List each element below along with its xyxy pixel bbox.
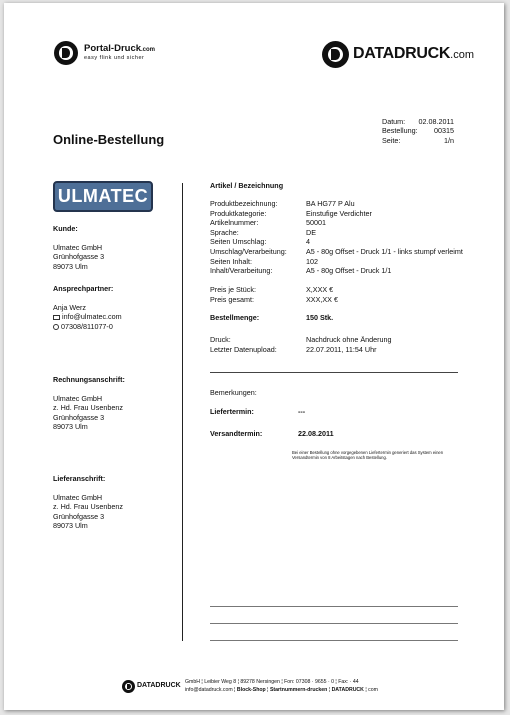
address-line: z. Hd. Frau Usenbenz [53, 502, 123, 512]
lieferanschrift-section [53, 474, 178, 531]
detail-row: Seiten Umschlag: 4 [210, 237, 310, 247]
address-line: 89073 Ulm [53, 521, 88, 531]
detail-row: Seiten Inhalt: 102 [210, 256, 318, 266]
detail-row: Produktkategorie: Einstufige Verdichter [210, 208, 372, 218]
ruled-line [210, 623, 458, 624]
ruled-line [210, 640, 458, 641]
portal-logo-name: Portal-Druck [84, 43, 142, 54]
detail-row: Umschlag/Verarbeitung: A5 - 80g Offset - Druck 1/1 - links stumpf verleimt [210, 247, 463, 256]
quantity-row: Bestellmenge: 150 Stk. [210, 313, 334, 322]
info-row: Seite: 1/n [382, 135, 454, 145]
envelope-icon [53, 315, 60, 320]
order-info [382, 117, 454, 145]
print-row: Letzter Datenupload: 22.07.2011, 11:54 Uhr [210, 344, 377, 354]
datadruck-logo [322, 41, 474, 69]
datadruck-logo-icon [322, 41, 349, 68]
customer-logo: ULMATEC [53, 181, 153, 212]
address-line: Grünhofgasse 3 [53, 511, 105, 521]
footer [122, 678, 462, 698]
portal-druck-logo [54, 41, 154, 69]
lieferanschrift-heading: Lieferanschrift: [53, 474, 106, 483]
footer-line2: info@datadruck.com ¦ Block-Shop ¦ Startnummern-drucken ¦ DATADRUCK ¦ com [185, 687, 378, 693]
address-line: 89073 Ulm [53, 261, 88, 271]
footer-logo: DATADRUCK [137, 682, 181, 689]
address-line: Ulmatec GmbH [53, 393, 103, 403]
detail-row: Produktbezeichnung: BA HG77 P Alu [210, 199, 355, 208]
section-divider [210, 372, 458, 373]
column-divider [182, 183, 183, 641]
rechnungsanschrift-heading: Rechnungsanschrift: [53, 375, 125, 384]
bemerkungen-label: Bemerkungen: [210, 388, 257, 397]
delivery-note: Bei einer Bestellung ohne vorgegebenen Liefertermin generiert das System einen Versandtermin von 8 Arbeitstagen nach Bestellung. [292, 450, 444, 461]
address-line: Grünhofgasse 3 [53, 412, 105, 422]
price-row: Preis je Stück: X,XXX € [210, 285, 334, 294]
contact-name: Anja Werz [53, 302, 87, 312]
portal-druck-logo-icon [54, 41, 78, 65]
detail-row: Artikelnummer: 50001 [210, 218, 326, 228]
datadruck-footer-icon [122, 680, 135, 693]
liefertermin-row: Liefertermin: --- [210, 407, 306, 416]
page-title: Online-Bestellung [53, 132, 165, 147]
address-line: z. Hd. Frau Usenbenz [53, 403, 123, 413]
detail-row: Sprache: DE [210, 227, 316, 237]
address-line: Ulmatec GmbH [53, 492, 103, 502]
kunde-heading: Kunde: [53, 224, 78, 233]
datadruck-logo-name: DATADRUCK [353, 45, 451, 62]
contact-phone: 07308/811077-0 [61, 321, 113, 331]
rechnungsanschrift-section [53, 375, 178, 432]
portal-tagline: easy flink und sicher [84, 55, 145, 61]
print-row: Druck: Nachdruck ohne Änderung [210, 335, 392, 344]
footer-line1: GmbH ¦ Leibier Weg 8 ¦ 89278 Nersingen ¦ Fon: 07308 · 9655 · 0 ¦ Fax: · 44 [185, 679, 359, 685]
contact-email[interactable]: info@ulmatec.com [62, 312, 122, 322]
ansprechpartner-heading: Ansprechpartner: [53, 284, 114, 293]
kunde-section [53, 224, 178, 271]
datadruck-logo-suffix: .com [450, 49, 474, 61]
address-line: Grünhofgasse 3 [53, 252, 105, 262]
price-row: Preis gesamt: XXX,XX € [210, 294, 338, 304]
info-row: Bestellung: 00315 [382, 126, 454, 136]
versandtermin-row: Versandtermin: 22.08.2011 [210, 429, 334, 438]
ansprechpartner-section [53, 284, 178, 331]
portal-logo-suffix: .com [141, 47, 156, 53]
detail-row: Inhalt/Verarbeitung: A5 - 80g Offset - Druck 1/1 [210, 266, 392, 276]
info-row: Datum: 02.08.2011 [382, 117, 454, 126]
address-line: Ulmatec GmbH [53, 242, 103, 252]
document-page [4, 3, 504, 710]
ruled-line [210, 606, 458, 607]
artikel-heading: Artikel / Bezeichnung [210, 181, 284, 190]
address-line: 89073 Ulm [53, 422, 88, 432]
phone-icon [53, 324, 59, 330]
